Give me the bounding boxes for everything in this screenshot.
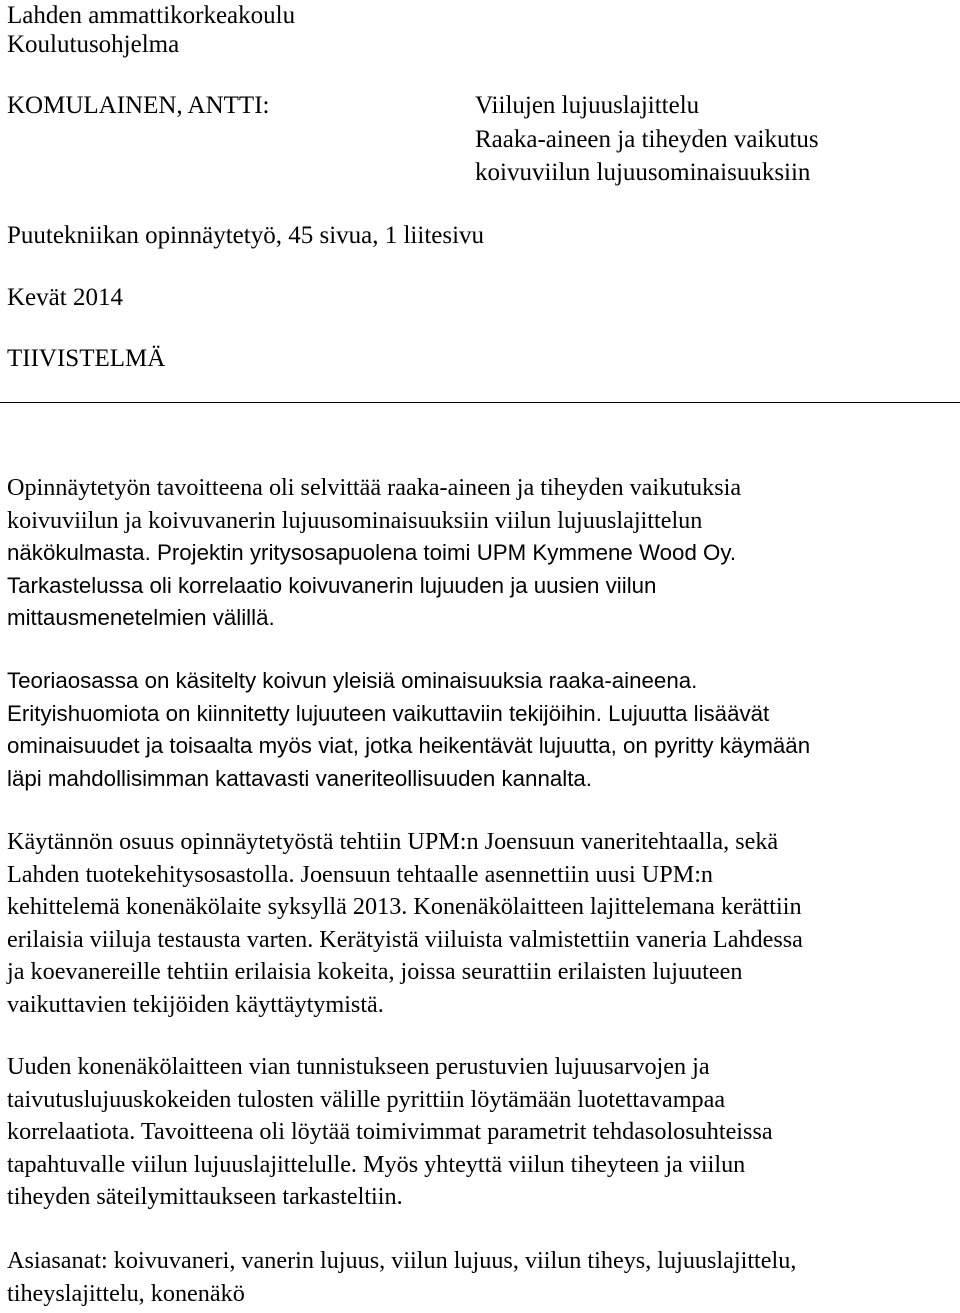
program-name: Koulutusohjelma [7,31,180,58]
author-name: KOMULAINEN, ANTTI: [7,92,270,119]
paragraph-line: Opinnäytetyön tavoitteena oli selvittää raaka-aineen ja tiheyden vaikutuksia [7,474,742,501]
abstract-paragraph-4 [7,1051,957,1214]
thesis-date: Kevät 2014 [7,284,123,311]
paragraph-line: taivutuslujuuskokeiden tulosten välille pyrittiin löytämään luotettavampaa [7,1085,726,1113]
abstract-paragraph-2 [7,665,957,795]
institution-name: Lahden ammattikorkeakoulu [7,2,296,29]
paragraph-line: Lahden tuotekehitysosastolla. Joensuun tehtaalle asennettiin uusi UPM:n [7,860,714,888]
paragraph-line: korrelaatiota. Tavoitteena oli löytää toimivimmat parametrit tehdasolosuhteissa [7,1118,773,1145]
paragraph-line: koivuviilun ja koivuvanerin lujuusominaisuuksiin viilun lujuuslajittelun [7,506,703,534]
paragraph-line: Erityishuomiota on kiinnitetty lujuuteen vaikuttaviin tekijöihin. Lujuutta lisäävät [7,700,770,726]
thesis-title-line-3: koivuviilun lujuusominaisuuksiin [475,159,811,186]
abstract-paragraph-3 [7,826,957,1021]
section-title: TIIVISTELMÄ [7,345,166,372]
paragraph-line: Teoriaosassa on käsitelty koivun yleisiä ominaisuuksia raaka-aineena. [7,668,698,693]
paragraph-line: vaikuttavien tekijöiden käyttäytymistä. [7,990,384,1018]
thesis-title-line-1: Viilujen lujuuslajittelu [475,92,700,119]
paragraph-line: Tarkastelussa oli korrelaatio koivuvanerin lujuuden ja uusien viilun [7,572,657,598]
thesis-title-line-2: Raaka-aineen ja tiheyden vaikutus [475,126,819,153]
paragraph-line: läpi mahdollisimman kattavasti vaneriteollisuuden kannalta. [7,765,592,791]
paragraph-line: ominaisuudet ja toisaalta myös viat, jotka heikentävät lujuutta, on pyritty käymään [7,733,811,758]
thesis-info: Puutekniikan opinnäytetyö, 45 sivua, 1 liitesivu [7,222,485,249]
abstract-paragraph-1 [7,472,957,635]
paragraph-line: tapahtuvalle viilun lujuuslajittelulle. Myös yhteyttä viilun tiheyteen ja viilun [7,1150,746,1178]
keywords-line: Asiasanat: koivuvaneri, vanerin lujuus, viilun lujuus, viilun tiheys, lujuuslajittelu, [7,1247,797,1274]
paragraph-line: Käytännön osuus opinnäytetyöstä tehtiin UPM:n Joensuun vaneritehtaalla, sekä [7,828,779,855]
paragraph-line: erilaisia viiluja testausta varten. Kerätyistä viiluista valmistettiin vaneria Lahdessa [7,925,803,953]
paragraph-line: mittausmenetelmien välillä. [7,605,275,630]
paragraph-line: tiheyden säteilymittaukseen tarkasteltiin. [7,1183,403,1210]
keywords [7,1245,957,1310]
keywords-line: tiheyslajittelu, konenäkö [7,1279,245,1307]
paragraph-line: ja koevanereille tehtiin erilaisia kokeita, joissa seurattiin erilaisten lujuuteen [7,958,743,985]
divider [0,402,960,403]
paragraph-line: Uuden konenäkölaitteen vian tunnistukseen perustuvien lujuusarvojen ja [7,1053,710,1080]
paragraph-line: näkökulmasta. Projektin yritysosapuolena toimi UPM Kymmene Wood Oy. [7,540,737,565]
paragraph-line: kehittelemä konenäkölaite syksyllä 2013. Konenäkölaitteen lajittelemana kerättiin [7,893,802,920]
